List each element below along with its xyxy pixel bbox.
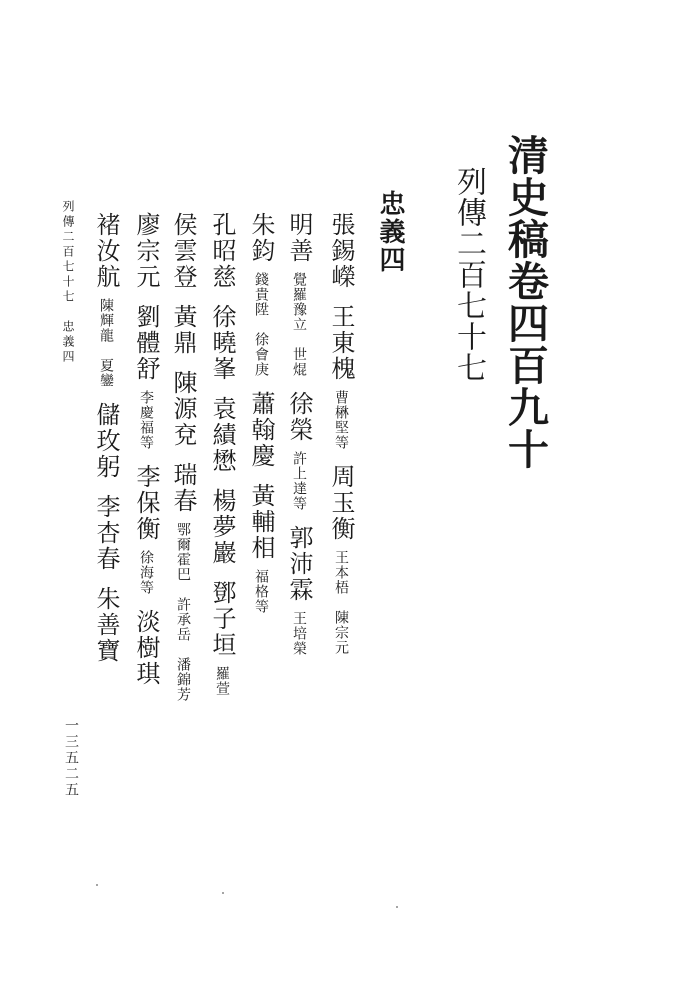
biography-column-6 [134, 212, 158, 852]
scan-speck [396, 906, 398, 908]
biography-name: 黃輔相 [247, 483, 275, 561]
biography-name: 淡樹琪 [132, 609, 160, 687]
biography-name: 楊夢巖 [208, 488, 236, 566]
section-heading: 忠義四 [375, 190, 405, 274]
biography-name: 劉體舒 [132, 304, 160, 382]
biography-column-2 [287, 212, 311, 852]
biography-name: 周玉衡 [327, 464, 355, 542]
chapter-subtitle: 列傳二百七十七 [451, 166, 486, 383]
biography-name: 王東槐 [327, 304, 355, 382]
biography-name: 褚汝航 [92, 212, 120, 290]
biography-name: 徐榮 [285, 391, 313, 443]
biography-name: 陳源兗 [169, 370, 197, 448]
appended-names-note: 王培榮 [291, 611, 307, 656]
biography-column-5 [171, 212, 195, 852]
appended-names-note: 許上達等 [291, 451, 307, 511]
biography-name: 廖宗元 [132, 212, 160, 290]
biography-name: 蕭翰慶 [247, 391, 275, 469]
appended-names-note: 李慶福等 [138, 390, 154, 450]
page-number: 一三五二五 [63, 718, 79, 798]
biography-name: 朱善寶 [92, 586, 120, 664]
appended-names-note: 徐海等 [138, 550, 154, 595]
biography-name: 李保衡 [132, 464, 160, 542]
biography-column-1 [329, 212, 353, 852]
biography-name: 明善 [285, 212, 313, 264]
biography-name: 張錫嶸 [327, 212, 355, 290]
appended-names-note: 曹楙堅等 [333, 390, 349, 450]
biography-name: 黃鼎 [169, 304, 197, 356]
biography-column-7 [94, 212, 118, 852]
biography-name: 郭沛霖 [285, 525, 313, 603]
scan-speck [96, 884, 98, 886]
biography-name: 鄧子垣 [208, 580, 236, 658]
appended-names-note: 陳輝龍 夏鑾 [98, 298, 114, 388]
appended-names-note: 覺羅豫立 世焜 [291, 272, 307, 377]
appended-names-note: 羅萱 [214, 666, 230, 696]
biography-column-4 [210, 212, 234, 852]
biography-name: 朱鈞 [247, 212, 275, 264]
appended-names-note: 福格等 [253, 569, 269, 614]
appended-names-note: 鄂爾霍巴 許承岳 潘錦芳 [175, 522, 191, 702]
appended-names-note: 王本梧 陳宗元 [333, 550, 349, 655]
appended-names-note: 錢貴陞 徐會庚 [253, 272, 269, 377]
biography-name: 儲玫躬 [92, 402, 120, 480]
biography-name: 侯雲登 [169, 212, 197, 290]
scan-speck [222, 892, 224, 894]
running-head: 列傳二百七十七 忠義四 [61, 200, 75, 365]
biography-name: 瑞春 [169, 462, 197, 514]
biography-column-3 [249, 212, 273, 852]
biography-name: 徐曉峯 [208, 304, 236, 382]
biography-name: 李杏春 [92, 494, 120, 572]
biography-name: 孔昭慈 [208, 212, 236, 290]
volume-title: 清史稿卷四百九十 [501, 134, 549, 470]
biography-name: 袁績懋 [208, 396, 236, 474]
